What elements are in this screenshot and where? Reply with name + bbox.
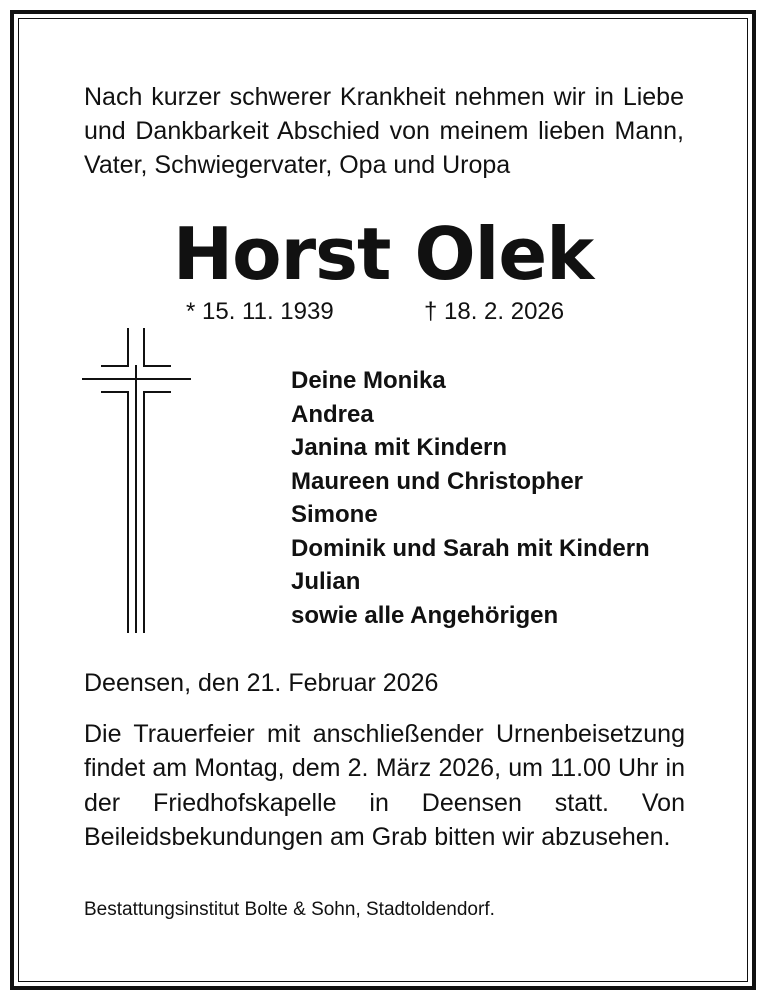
mourner: Deine Monika bbox=[291, 367, 446, 394]
cross-icon bbox=[82, 328, 192, 633]
mourner: Simone bbox=[291, 501, 378, 528]
ceremony-info: Die Trauerfeier mit anschließender Urnenbeisetzung findet am Montag, dem 2. März 2026, um 11.00 Uhr in der Friedhofskapelle in Deensen statt. Von Beileidsbekundungen am Grab bitten wir abzusehen. bbox=[84, 720, 685, 852]
intro-text: Nach kurzer schwerer Krankheit nehmen wir in Liebe und Dankbarkeit Abschied von meinem lieben Mann, Vater, Schwiegervater, Opa und Uropa bbox=[84, 83, 684, 179]
mourner: Andrea bbox=[291, 400, 374, 428]
birth-date: * 15. 11. 1939 bbox=[186, 298, 334, 325]
mourner: Dominik und Sarah mit Kindern bbox=[291, 534, 650, 562]
deceased-name: Horst Olek bbox=[172, 212, 594, 296]
place-date: Deensen, den 21. Februar 2026 bbox=[84, 669, 439, 697]
mourner: sowie alle Angehörigen bbox=[291, 601, 559, 629]
mourners-list bbox=[291, 364, 650, 632]
mourner: Janina mit Kindern bbox=[291, 434, 508, 461]
death-date: † 18. 2. 2026 bbox=[424, 298, 565, 325]
mourner: Maureen und Christopher bbox=[291, 467, 584, 495]
mourner: Julian bbox=[291, 568, 361, 595]
funeral-home: Bestattungsinstitut Bolte & Sohn, Stadtoldendorf. bbox=[84, 899, 495, 920]
